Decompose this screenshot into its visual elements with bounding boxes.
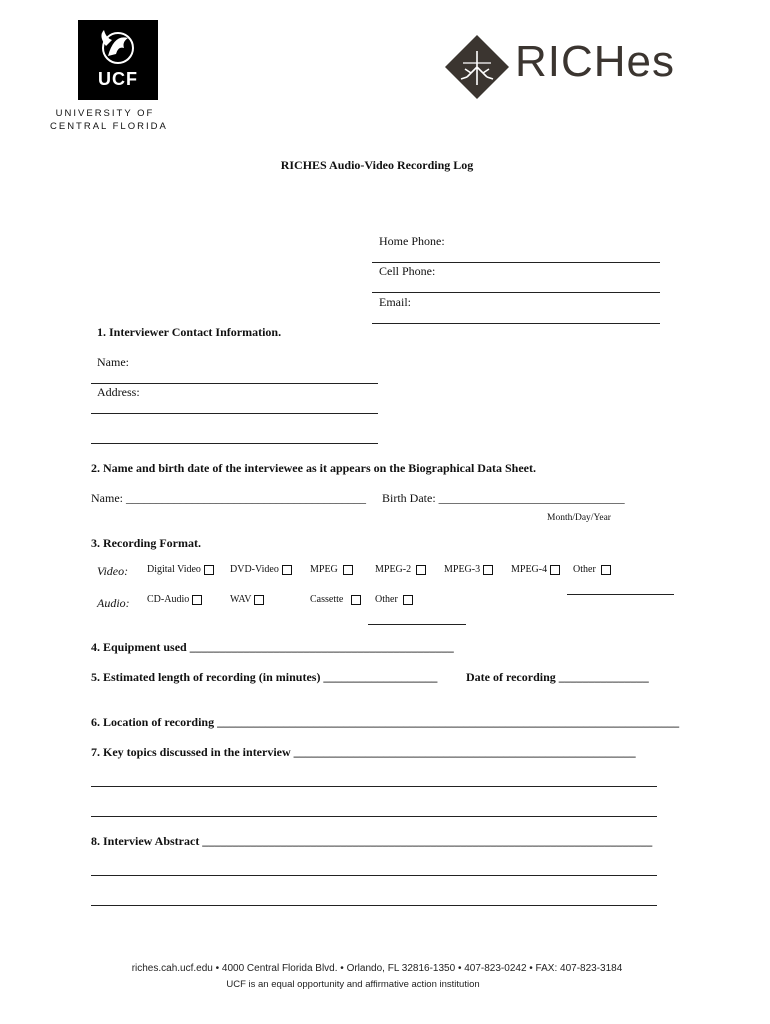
cassette-checkbox[interactable]: [351, 595, 361, 605]
cell-phone-field[interactable]: [372, 292, 660, 293]
mpeg-checkbox[interactable]: [343, 565, 353, 575]
diamond-roots-icon: [443, 33, 511, 101]
section1-heading: 1. Interviewer Contact Information.: [97, 325, 282, 339]
interview-abstract-field[interactable]: 8. Interview Abstract ___________________________________________________________________________: [91, 834, 653, 848]
key-topics-field[interactable]: 7. Key topics discussed in the interview _________________________________________________________: [91, 745, 636, 759]
cd-audio-checkbox[interactable]: [192, 595, 202, 605]
ucf-subtitle-1: UNIVERSITY OF: [55, 108, 155, 119]
audio-other-checkbox[interactable]: [403, 595, 413, 605]
dvd-video-checkbox[interactable]: [282, 565, 292, 575]
digital-video-checkbox[interactable]: [204, 565, 214, 575]
interviewer-address-field-1[interactable]: [91, 413, 378, 414]
audio-other-field[interactable]: [368, 624, 466, 625]
riches-wordmark: RICHes: [515, 37, 676, 86]
ucf-wordmark: UCF: [98, 69, 138, 89]
interviewer-address-label: Address:: [97, 385, 140, 399]
interviewee-name-field[interactable]: Name: ________________________________________: [91, 491, 366, 505]
video-option-mpeg4[interactable]: MPEG-4: [511, 564, 560, 575]
key-topics-line-3[interactable]: [91, 816, 657, 817]
pegasus-icon: [78, 24, 158, 74]
footer-contact: riches.cah.ucf.edu • 4000 Central Florida Blvd. • Orlando, FL 32816-1350 • 407-823-0242 • FAX: 407-823-3184: [131, 963, 623, 974]
interviewer-name-label: Name:: [97, 355, 129, 369]
video-option-mpeg[interactable]: MPEG: [310, 564, 353, 575]
interviewer-name-field[interactable]: [91, 383, 378, 384]
abstract-line-2[interactable]: [91, 875, 657, 876]
audio-option-wav[interactable]: WAV: [230, 594, 264, 605]
footer-eeo-statement: UCF is an equal opportunity and affirmative action institution: [226, 979, 480, 990]
video-option-dvd-video[interactable]: DVD-Video: [230, 564, 292, 575]
audio-option-cassette[interactable]: Cassette: [310, 594, 361, 605]
section3-heading: 3. Recording Format.: [91, 536, 201, 550]
equipment-used-field[interactable]: 4. Equipment used ____________________________________________: [91, 640, 454, 654]
key-topics-line-2[interactable]: [91, 786, 657, 787]
interviewer-address-field-2[interactable]: [91, 443, 378, 444]
video-option-digital-video[interactable]: Digital Video: [147, 564, 214, 575]
mpeg4-checkbox[interactable]: [550, 565, 560, 575]
cell-phone-label: Cell Phone:: [379, 264, 436, 278]
mpeg3-checkbox[interactable]: [483, 565, 493, 575]
video-other-checkbox[interactable]: [601, 565, 611, 575]
ucf-subtitle-2: CENTRAL FLORIDA: [50, 121, 168, 132]
email-field[interactable]: [372, 323, 660, 324]
email-label: Email:: [379, 295, 411, 309]
birth-date-field[interactable]: Birth Date: _______________________________: [382, 491, 625, 505]
audio-option-cd-audio[interactable]: CD-Audio: [147, 594, 202, 605]
home-phone-label: Home Phone:: [379, 234, 445, 248]
video-option-mpeg3[interactable]: MPEG-3: [444, 564, 493, 575]
home-phone-field[interactable]: [372, 262, 660, 263]
recording-date-field[interactable]: Date of recording _______________: [466, 670, 649, 684]
abstract-line-3[interactable]: [91, 905, 657, 906]
page-title: RICHES Audio-Video Recording Log: [280, 158, 474, 172]
date-format-hint: Month/Day/Year: [547, 513, 611, 523]
video-other-field[interactable]: [567, 594, 674, 595]
ucf-logo: [78, 20, 158, 100]
video-label: Video:: [97, 564, 129, 578]
section2-heading: 2. Name and birth date of the interviewee as it appears on the Biographical Data Sheet.: [91, 461, 536, 475]
mpeg2-checkbox[interactable]: [416, 565, 426, 575]
audio-option-other[interactable]: Other: [375, 594, 413, 605]
recording-location-field[interactable]: 6. Location of recording _____________________________________________________________________________: [91, 715, 680, 729]
wav-checkbox[interactable]: [254, 595, 264, 605]
recording-length-field[interactable]: 5. Estimated length of recording (in minutes) ___________________: [91, 670, 438, 684]
video-option-mpeg2[interactable]: MPEG-2: [375, 564, 426, 575]
video-option-other[interactable]: Other: [573, 564, 611, 575]
audio-label: Audio:: [97, 596, 130, 610]
